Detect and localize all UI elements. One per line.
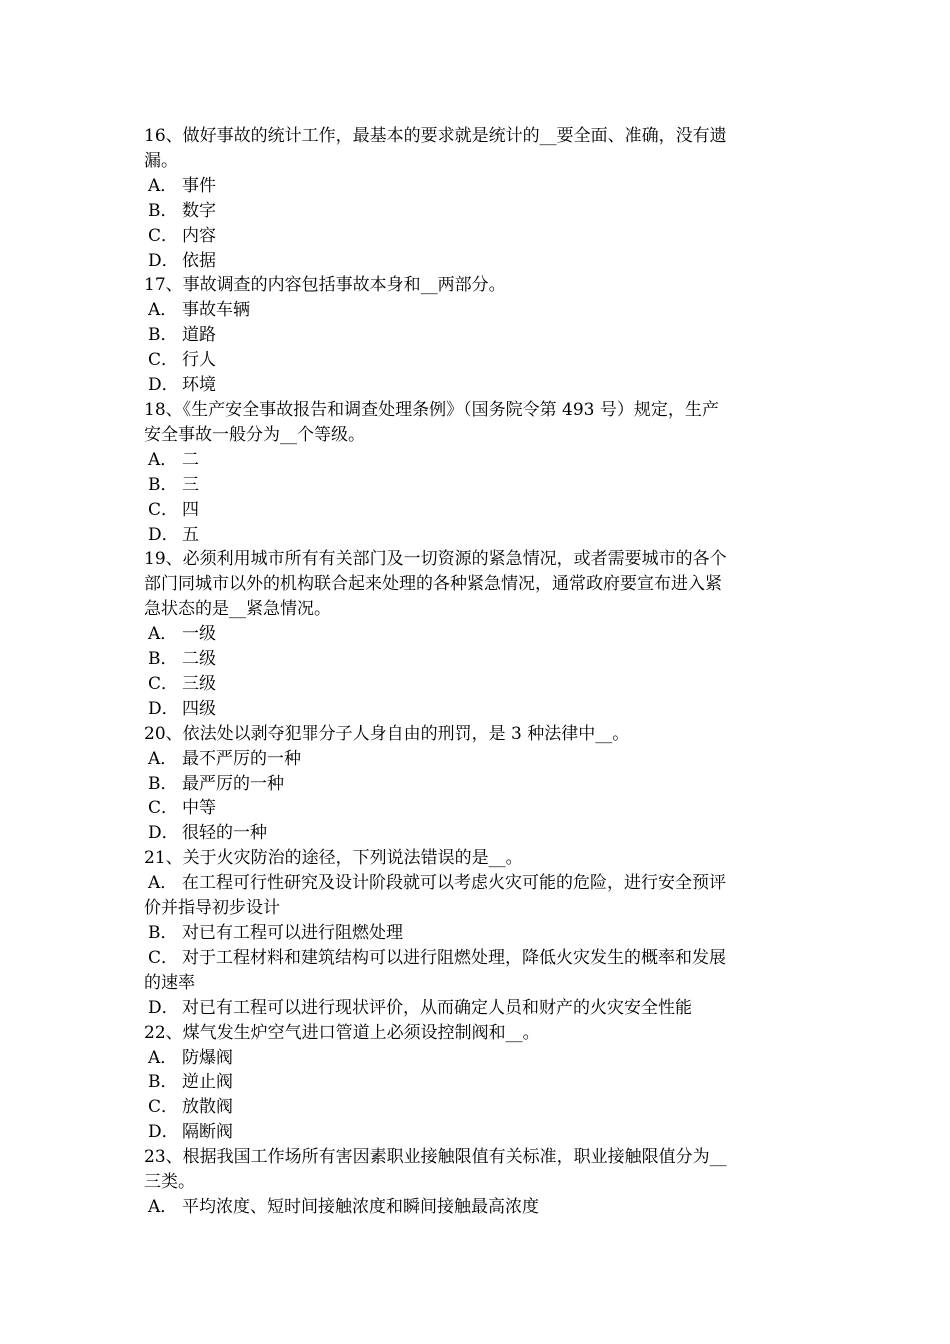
option-letter: A．	[148, 175, 178, 196]
option-a	[144, 298, 810, 323]
option-text: 四级	[182, 698, 216, 719]
option-a	[144, 1195, 810, 1220]
option-a	[144, 448, 810, 473]
option-text: 内容	[182, 225, 216, 246]
option-a	[144, 1046, 810, 1071]
question-text: 17、事故调查的内容包括事故本身和__两部分。	[144, 275, 506, 296]
question-21	[144, 846, 810, 1020]
option-c	[144, 224, 810, 249]
option-letter: A．	[148, 1047, 178, 1068]
document-page	[144, 124, 810, 1220]
option-d	[144, 373, 810, 398]
question-text: 安全事故一般分为__个等级。	[144, 424, 365, 445]
option-letter: B．	[148, 923, 178, 943]
question-text: 21、关于火灾防治的途径，下列说法错误的是__。	[144, 848, 523, 869]
option-b	[144, 772, 810, 797]
option-letter: B．	[148, 773, 178, 794]
question-text: 22、煤气发生炉空气进口管道上必须设控制阀和__。	[144, 1022, 540, 1043]
option-text: 行人	[182, 350, 216, 371]
option-b	[144, 647, 810, 672]
option-c	[144, 498, 810, 523]
option-text: 最不严厉的一种	[182, 748, 301, 769]
option-text: 事故车辆	[182, 300, 250, 321]
option-letter: A．	[148, 624, 178, 645]
question-text: 23、根据我国工作场所有害因素职业接触限值有关标准，职业接触限值分为__	[144, 1147, 727, 1168]
option-text: 最严厉的一种	[182, 773, 284, 794]
option-letter: A．	[148, 748, 178, 769]
option-letter: A．	[148, 300, 178, 321]
question-19	[144, 547, 810, 721]
question-text: 20、依法处以剥夺犯罪分子人身自由的刑罚，是 3 种法律中__。	[144, 723, 630, 744]
question-text: 18、《生产安全事故报告和调查处理条例》（国务院令第 493 号）规定，生产	[144, 399, 719, 420]
option-d	[144, 249, 810, 274]
option-c	[144, 672, 810, 697]
option-d	[144, 821, 810, 846]
question-text: 漏。	[144, 150, 178, 171]
option-b	[144, 473, 810, 498]
option-text: 二级	[182, 649, 216, 670]
question-18	[144, 398, 810, 547]
option-text: 放散阀	[182, 1097, 233, 1118]
option-text: 中等	[182, 798, 216, 819]
option-letter: B．	[148, 200, 178, 221]
option-letter: D．	[148, 698, 179, 719]
option-text: 二	[182, 449, 199, 470]
option-text: 对于工程材料和建筑结构可以进行阻燃处理，降低火灾发生的概率和发展	[182, 947, 726, 968]
option-text: 在工程可行性研究及设计阶段就可以考虑火灾可能的危险，进行安全预评	[182, 873, 726, 894]
option-letter: D．	[148, 524, 179, 545]
option-text: 逆止阀	[182, 1072, 233, 1093]
option-continuation: 的速率	[144, 972, 195, 993]
option-d	[144, 996, 810, 1021]
option-b	[144, 323, 810, 348]
option-text: 很轻的一种	[182, 823, 267, 844]
option-text: 五	[182, 524, 199, 545]
option-a	[144, 871, 810, 896]
question-16	[144, 124, 810, 273]
question-text: 部门同城市以外的机构联合起来处理的各种紧急情况，通常政府要宣布进入紧	[144, 574, 722, 595]
option-text: 道路	[182, 325, 216, 346]
question-text: 急状态的是__紧急情况。	[144, 599, 331, 620]
option-b	[144, 1070, 810, 1095]
option-text: 事件	[182, 175, 216, 196]
option-text: 对已有工程可以进行阻燃处理	[182, 923, 403, 943]
option-letter: A．	[148, 1196, 178, 1217]
option-text: 平均浓度、短时间接触浓度和瞬间接触最高浓度	[182, 1196, 539, 1217]
option-a	[144, 174, 810, 199]
option-text: 三级	[182, 673, 216, 694]
option-letter: C．	[148, 947, 179, 968]
option-a	[144, 747, 810, 772]
option-letter: D．	[148, 823, 179, 844]
option-text: 环境	[182, 375, 216, 396]
option-text: 数字	[182, 200, 216, 221]
option-text: 隔断阀	[182, 1122, 233, 1143]
option-text: 一级	[182, 624, 216, 645]
option-continuation: 价并指导初步设计	[144, 898, 280, 919]
question-text: 19、必须利用城市所有有关部门及一切资源的紧急情况，或者需要城市的各个	[144, 549, 727, 570]
option-letter: C．	[148, 673, 179, 694]
option-text: 依据	[182, 250, 216, 271]
option-letter: C．	[148, 225, 179, 246]
option-text: 四	[182, 499, 199, 520]
question-text: 16、做好事故的统计工作，最基本的要求就是统计的__要全面、准确，没有遗	[144, 126, 727, 146]
option-letter: D．	[148, 997, 179, 1018]
option-letter: C．	[148, 499, 179, 520]
option-letter: A．	[148, 449, 178, 470]
option-letter: B．	[148, 649, 178, 670]
option-text: 对已有工程可以进行现状评价，从而确定人员和财产的火灾安全性能	[182, 997, 692, 1018]
option-letter: C．	[148, 798, 179, 819]
option-d	[144, 523, 810, 548]
option-b	[144, 199, 810, 224]
question-17	[144, 273, 810, 398]
question-23	[144, 1145, 810, 1220]
option-c	[144, 796, 810, 821]
option-c	[144, 946, 810, 971]
option-text: 三	[182, 474, 199, 495]
option-letter: D．	[148, 1122, 179, 1143]
option-c	[144, 348, 810, 373]
option-letter: B．	[148, 325, 178, 346]
option-letter: B．	[148, 1072, 178, 1093]
option-c	[144, 1095, 810, 1120]
question-22	[144, 1021, 810, 1146]
option-letter: D．	[148, 250, 179, 271]
option-letter: C．	[148, 1097, 179, 1118]
option-d	[144, 697, 810, 722]
option-b	[144, 921, 810, 946]
option-text: 防爆阀	[182, 1047, 233, 1068]
option-letter: C．	[148, 350, 179, 371]
question-text: 三类。	[144, 1172, 195, 1193]
question-20	[144, 722, 810, 847]
option-a	[144, 622, 810, 647]
option-letter: D．	[148, 375, 179, 396]
option-d	[144, 1120, 810, 1145]
option-letter: B．	[148, 474, 178, 495]
option-letter: A．	[148, 873, 178, 894]
